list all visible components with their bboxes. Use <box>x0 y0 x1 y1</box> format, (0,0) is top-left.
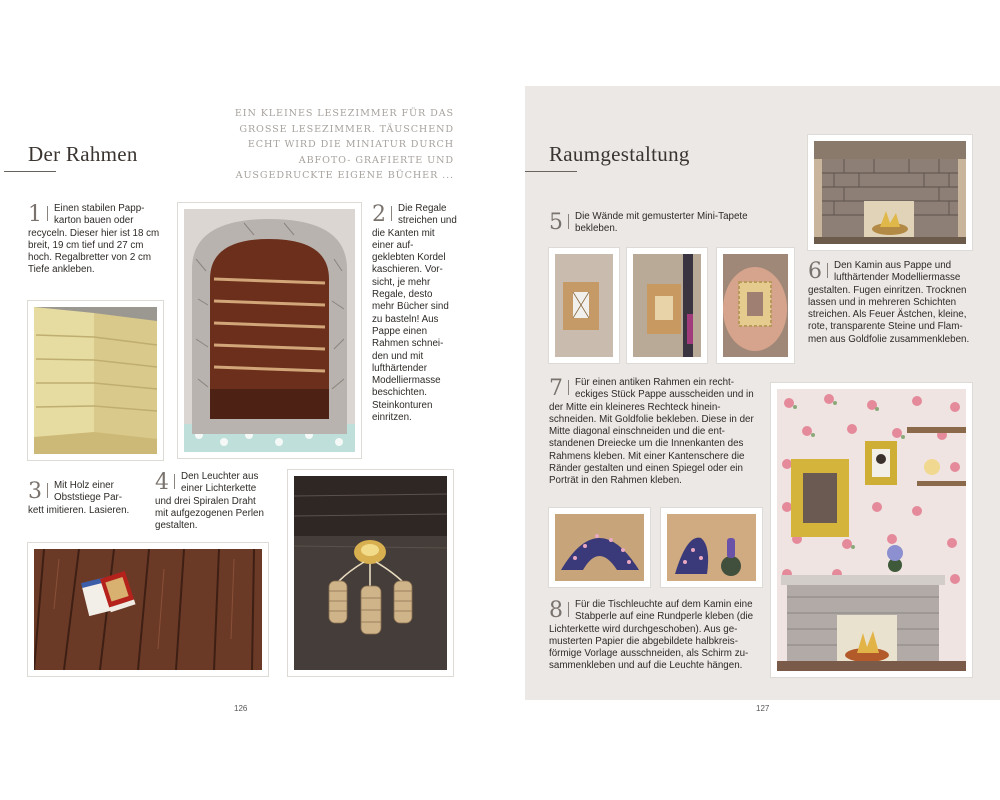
step-5-number: 5 <box>549 210 563 235</box>
step-3 <box>28 480 140 517</box>
step-5-text: Die Wände mit gemusterter Mini-Tapete bekleben. <box>575 211 748 235</box>
step-8 <box>549 599 763 673</box>
photo-finished-room <box>771 383 972 677</box>
step-2-text: Die Regale streichen und die Kanten mit einer auf- geklebten Kordel kaschieren. Vor- sicht, je mehr Regale, desto mehr Bücher sind zu basteln! Aus Pappe einen Rahmen schnei- den und mit lufthärtender Modelliermasse beschichten. Steinkonturen einritzen. <box>372 203 457 424</box>
step-4-text: Den Leuchter aus einer Lichterkette und drei Spiralen Draht mit aufgezogenen Perlen gestalten. <box>155 471 264 532</box>
step-divider <box>827 263 828 278</box>
step-2 <box>372 203 457 424</box>
step-4 <box>155 471 270 532</box>
left-title-rule <box>4 171 56 172</box>
left-page-title: Der Rahmen <box>28 142 138 166</box>
step-8-text: Für die Tischleuchte auf dem Kamin eine Stabperle auf eine Rundperle kleben (die Lichterkette wird durchgeschoben). Aus ge- musterten Papier die abgebildete halbkreis- förmige Vorlage ausschneiden, als Schirm zu- sammenkleben und auf die Leuchte hängen. <box>549 599 754 672</box>
step-7-text: Für einen antiken Rahmen ein recht- eckiges Stück Pappe ausscheiden und in der Mitte ein kleineres Rechteck hinein- schneiden. Mit Goldfolie bekleben. Diese in der Mitte diagonal einschneiden und die ent- standenen Dreiecke um die Innenkanten des Rahmens kleben. Mit einer Kantenschere die Ränder gestalten und einen Spiegel oder ein Porträt in den Rahmen kleben. <box>549 377 754 487</box>
step-divider <box>391 206 392 221</box>
photo-frame-step-a <box>549 248 619 363</box>
photo-parquet-floor <box>28 543 268 676</box>
step-3-number: 3 <box>28 479 42 504</box>
photo-frame-step-b <box>627 248 707 363</box>
step-6-text: Den Kamin aus Pappe und lufthärtender Modelliermasse gestalten. Fugen einritzen. Trocknen lassen und in mehreren Schichten streichen. Als Feuer Ästchen, kleine, rote, transparente Steine und Flam- men aus Goldfolie zusammenkleben. <box>808 260 970 345</box>
step-1 <box>28 203 163 277</box>
step-divider <box>568 380 569 395</box>
page-number-right: 127 <box>756 704 770 713</box>
right-page-title: Raumgestaltung <box>549 142 690 166</box>
step-divider <box>174 474 175 489</box>
step-6 <box>808 260 978 346</box>
photo-chandelier <box>288 470 453 676</box>
step-7 <box>549 377 759 488</box>
step-divider <box>568 602 569 617</box>
step-divider <box>47 483 48 498</box>
photo-table-lamp <box>661 508 762 587</box>
step-3-text: Mit Holz einer Obststiege Par- kett imitieren. Lasieren. <box>28 480 130 516</box>
step-4-number: 4 <box>155 470 169 495</box>
step-6-number: 6 <box>808 259 822 284</box>
photo-frame-step-c <box>717 248 794 363</box>
intro-text: EIN KLEINES LESEZIMMER FÜR DAS GROSSE LESEZIMMER. TÄUSCHEND ECHT WIRD DIE MINIATUR DURCH ABFOTO- GRAFIERTE UND AUSGEDRUCKTE EIGENE BÜCHER ... <box>234 108 454 182</box>
step-7-number: 7 <box>549 376 563 401</box>
photo-fireplace <box>808 135 972 250</box>
photo-bookshelf-frame <box>178 203 361 458</box>
step-1-number: 1 <box>28 202 42 227</box>
page-number-left: 126 <box>234 704 248 713</box>
step-divider <box>568 214 569 229</box>
right-title-rule <box>525 171 577 172</box>
step-divider <box>47 206 48 221</box>
step-5 <box>549 211 769 236</box>
photo-cardboard-box <box>28 301 163 460</box>
photo-lampshade-paper <box>549 508 650 587</box>
step-8-number: 8 <box>549 598 563 623</box>
step-1-text: Einen stabilen Papp- karton bauen oder recyceln. Dieser hier ist 18 cm breit, 19 cm tief und 27 cm hoch. Regalbretter von 2 cm Tiefe ankleben. <box>28 203 160 276</box>
step-2-number: 2 <box>372 202 386 227</box>
